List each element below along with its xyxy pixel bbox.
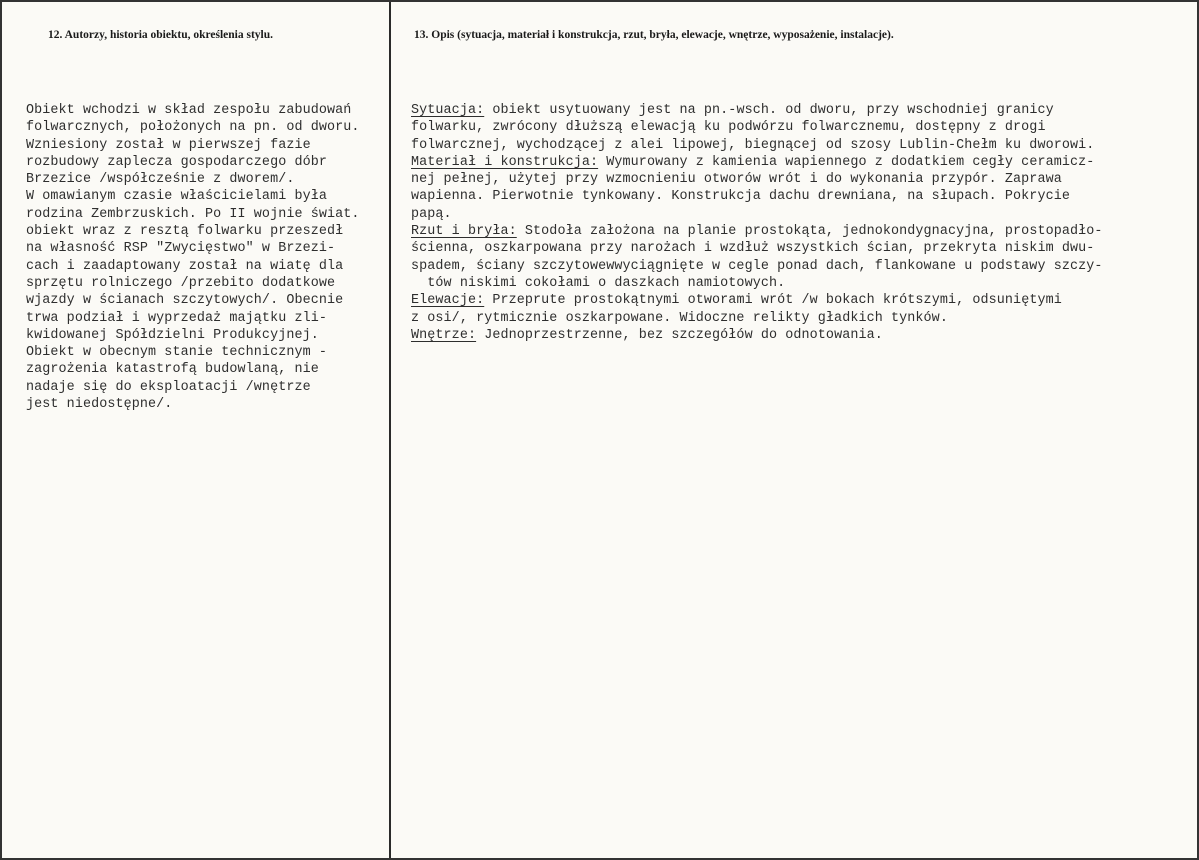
history-line: Brzezice /współcześnie z dworem/.: [26, 172, 295, 188]
history-line: zagrożenia katastrofą budowlaną, nie: [26, 362, 319, 378]
subsection-label: Materiał i konstrukcja:: [411, 154, 599, 170]
description-text: z osi/, rytmicznie oszkarpowane. Widoczne relikty gładkich tynków.: [411, 310, 948, 326]
history-line: Wzniesiony został w pierwszej fazie: [26, 137, 311, 153]
description-line: [411, 292, 1191, 309]
section-13-body: [411, 102, 1191, 344]
section-12-body: [26, 102, 398, 413]
description-line: [411, 119, 1191, 136]
description-line: [411, 275, 1191, 292]
description-text: folwarku, zwrócony dłuższą elewacją ku podwórzu folwarcznemu, dostępny z drogi: [411, 120, 1046, 136]
description-line: [411, 188, 1191, 205]
description-text: obiekt usytuowany jest na pn.-wsch. od dworu, przy wschodniej granicy: [484, 103, 1054, 118]
history-line: nadaje się do eksploatacji /wnętrze: [26, 379, 311, 395]
description-line: [411, 327, 1191, 344]
description-text: Wymurowany z kamienia wapiennego z dodatkiem cegły ceramicz-: [598, 154, 1095, 170]
subsection-label: Rzut i bryła:: [411, 224, 517, 240]
description-text: folwarcznej, wychodzącej z alei lipowej, biegnącej od szosy Lublin-Chełm ku dworowi.: [411, 137, 1095, 153]
history-line: kwidowanej Spółdzielni Produkcyjnej.: [26, 327, 319, 343]
description-text: tów niskimi cokołami o daszkach namiotowych.: [411, 275, 786, 291]
history-line: rozbudowy zaplecza gospodarczego dóbr: [26, 154, 328, 170]
subsection-label: Sytuacja:: [411, 103, 485, 118]
history-line: Obiekt wchodzi w skład zespołu zabudowań: [26, 103, 352, 118]
history-line: folwarcznych, położonych na pn. od dworu.: [26, 120, 360, 136]
history-line: W omawianym czasie właścicielami była: [26, 189, 328, 205]
description-text: nej pełnej, użytej przy wzmocnieniu otworów wrót i do wykonania przypór. Zaprawa: [411, 172, 1062, 188]
description-line: [411, 154, 1191, 171]
description-line: [411, 102, 1191, 119]
history-line: wjazdy w ścianach szczytowych/. Obecnie: [26, 293, 344, 309]
description-text: Przeprute prostokątnymi otworami wrót /w bokach krótszymi, odsuniętymi: [484, 293, 1062, 309]
description-text: Stodoła założona na planie prostokąta, jednokondygnacyjna, prostopadło-: [516, 224, 1103, 240]
description-text: papą.: [411, 206, 452, 222]
history-line: rodzina Zembrzuskich. Po II wojnie świat.: [26, 206, 360, 222]
history-line: jest niedostępne/.: [26, 397, 173, 413]
description-text: ścienna, oszkarpowana przy narożach i wzdłuż wszystkich ścian, przekryta niskim dwu-: [411, 241, 1095, 257]
description-text: Jednoprzestrzenne, bez szczegółów do odnotowania.: [476, 327, 883, 343]
subsection-label: Wnętrze:: [411, 327, 477, 343]
description-line: [411, 171, 1191, 188]
section-12-heading: 12. Autorzy, historia obiektu, określenia stylu.: [48, 29, 274, 41]
history-line: na własność RSP "Zwycięstwo" w Brzezi-: [26, 241, 336, 257]
description-line: [411, 223, 1191, 240]
description-text: spadem, ściany szczytowewwyciągnięte w cegle ponad dach, flankowane u podstawy szczy-: [411, 258, 1103, 274]
history-line: cach i zaadaptowany został na wiatę dla: [26, 258, 344, 274]
subsection-label: Elewacje:: [411, 293, 485, 309]
description-text: wapienna. Pierwotnie tynkowany. Konstrukcja dachu drewniana, na słupach. Pokrycie: [411, 189, 1070, 205]
history-line: obiekt wraz z resztą folwarku przeszedł: [26, 224, 344, 240]
description-line: [411, 206, 1191, 223]
description-line: [411, 310, 1191, 327]
description-line: [411, 258, 1191, 275]
history-line: sprzętu rolniczego /przebito dodatkowe: [26, 275, 336, 291]
history-line: Obiekt w obecnym stanie technicznym -: [26, 345, 328, 361]
section-13-heading: 13. Opis (sytuacja, materiał i konstrukcja, rzut, bryła, elewacje, wnętrze, wyposażenie, instalacje).: [414, 29, 894, 41]
description-line: [411, 137, 1191, 154]
history-line: trwa podział i wyprzedaż majątku zli-: [26, 310, 328, 326]
description-line: [411, 240, 1191, 257]
